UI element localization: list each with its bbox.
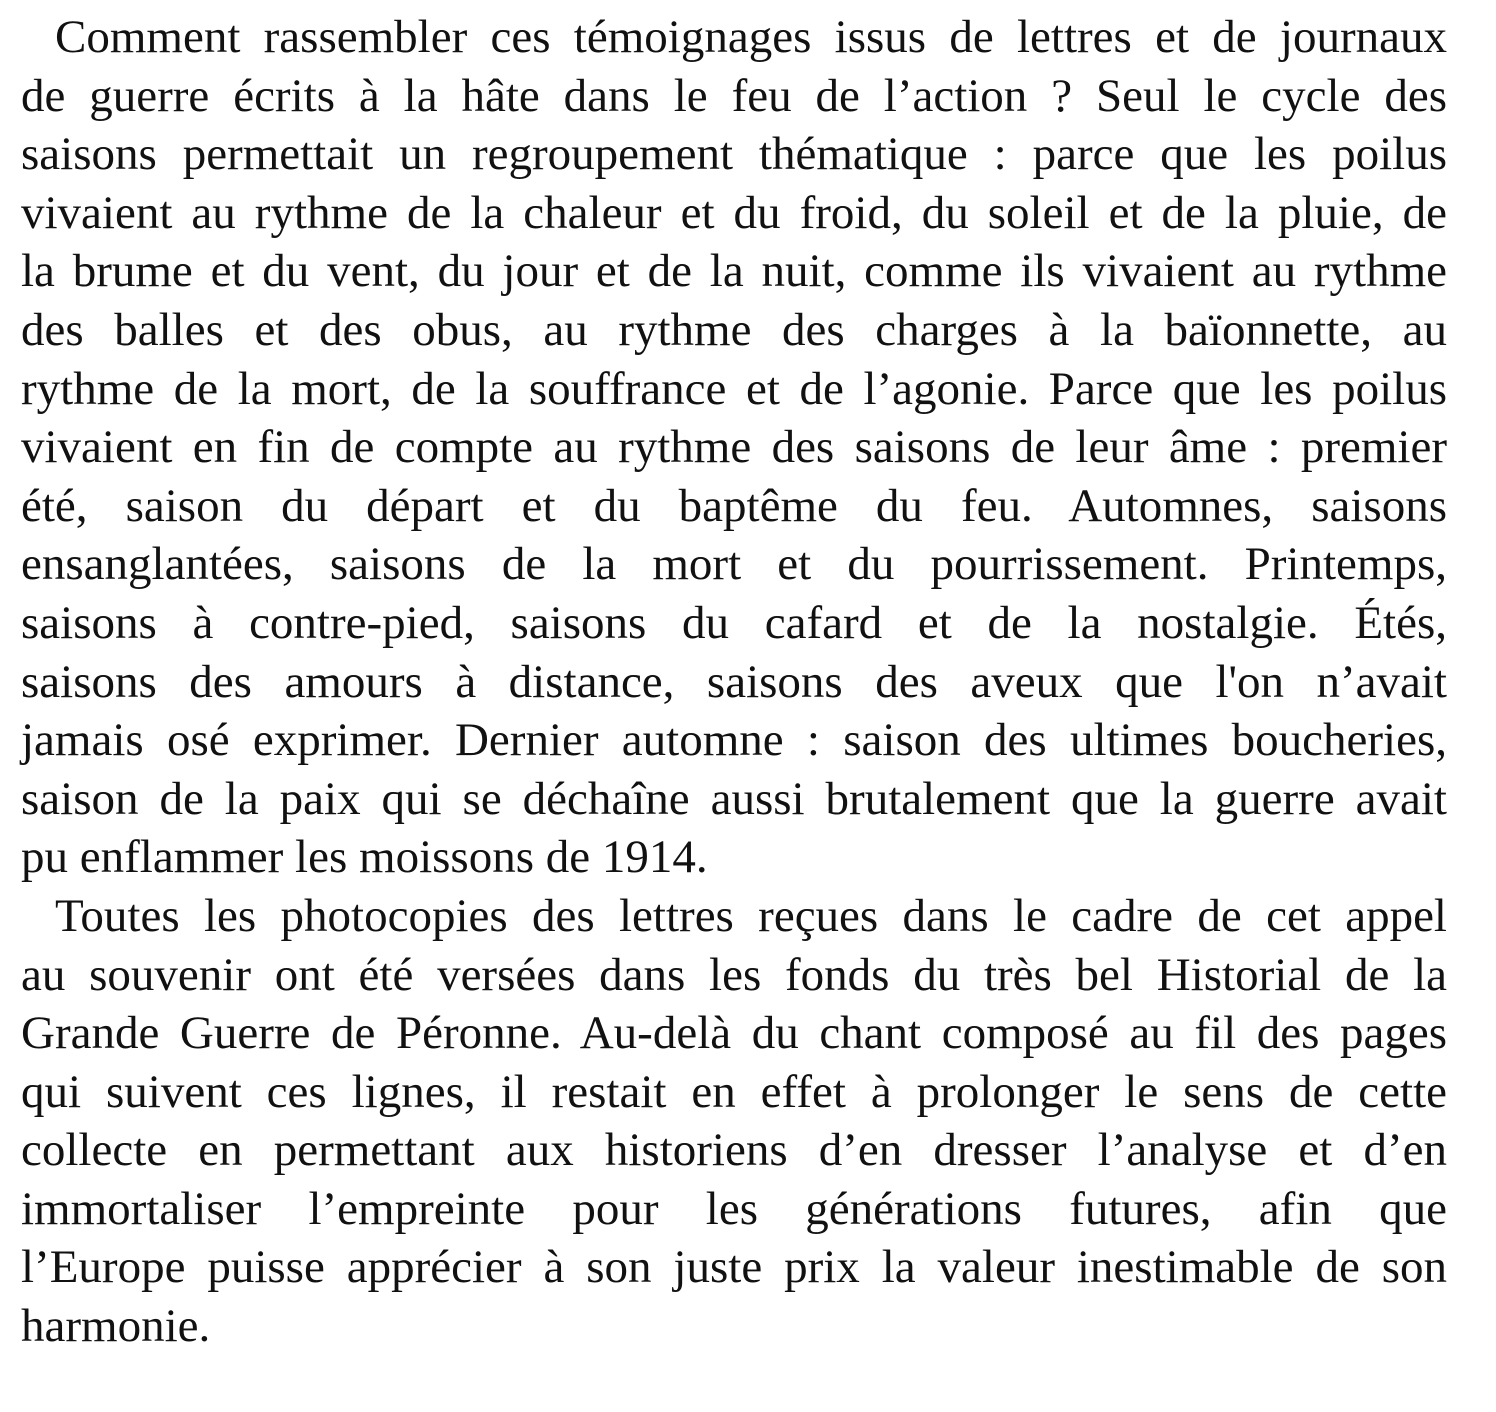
text-line: l’Europe puisse apprécier à son juste prix la valeur inestimable de son bbox=[21, 1241, 1447, 1294]
text-line: ensanglantées, saisons de la mort et du pourrissement. Printemps, bbox=[21, 538, 1447, 591]
text-line: saisons des amours à distance, saisons des aveux que l'on n’avait bbox=[21, 655, 1447, 708]
text-line: jamais osé exprimer. Dernier automne : saison des ultimes boucheries, bbox=[21, 714, 1447, 767]
text-line: saisons permettait un regroupement thématique : parce que les poilus bbox=[21, 128, 1447, 181]
text-line: vivaient en fin de compte au rythme des saisons de leur âme : premier bbox=[21, 421, 1447, 474]
text-line: immortaliser l’empreinte pour les générations futures, afin que bbox=[21, 1182, 1447, 1235]
text-line: saisons à contre-pied, saisons du cafard et de la nostalgie. Étés, bbox=[21, 596, 1447, 649]
text-line: pu enflammer les moissons de 1914. bbox=[21, 831, 708, 884]
text-line: de guerre écrits à la hâte dans le feu de l’action ? Seul le cycle des bbox=[21, 69, 1447, 122]
text-line: la brume et du vent, du jour et de la nuit, comme ils vivaient au rythme bbox=[21, 245, 1447, 298]
document-page bbox=[21, 8, 1447, 1356]
text-line: au souvenir ont été versées dans les fonds du très bel Historial de la bbox=[21, 948, 1447, 1001]
text-line: Comment rassembler ces témoignages issus de lettres et de journaux bbox=[55, 11, 1447, 63]
paragraph-1 bbox=[21, 8, 1447, 887]
text-line: saison de la paix qui se déchaîne aussi brutalement que la guerre avait bbox=[21, 772, 1447, 825]
text-line: harmonie. bbox=[21, 1300, 211, 1353]
text-line: été, saison du départ et du baptême du feu. Automnes, saisons bbox=[21, 479, 1447, 532]
text-line: des balles et des obus, au rythme des charges à la baïonnette, au bbox=[21, 303, 1447, 356]
text-line: rythme de la mort, de la souffrance et de l’agonie. Parce que les poilus bbox=[21, 362, 1447, 415]
paragraph-2 bbox=[21, 887, 1447, 1356]
text-line: Grande Guerre de Péronne. Au-delà du chant composé au fil des pages bbox=[21, 1007, 1447, 1060]
text-line: Toutes les photocopies des lettres reçues dans le cadre de cet appel bbox=[55, 889, 1447, 942]
text-line: collecte en permettant aux historiens d’en dresser l’analyse et d’en bbox=[21, 1124, 1447, 1177]
text-line: vivaient au rythme de la chaleur et du froid, du soleil et de la pluie, de bbox=[21, 186, 1447, 239]
text-line: qui suivent ces lignes, il restait en effet à prolonger le sens de cette bbox=[21, 1065, 1447, 1118]
